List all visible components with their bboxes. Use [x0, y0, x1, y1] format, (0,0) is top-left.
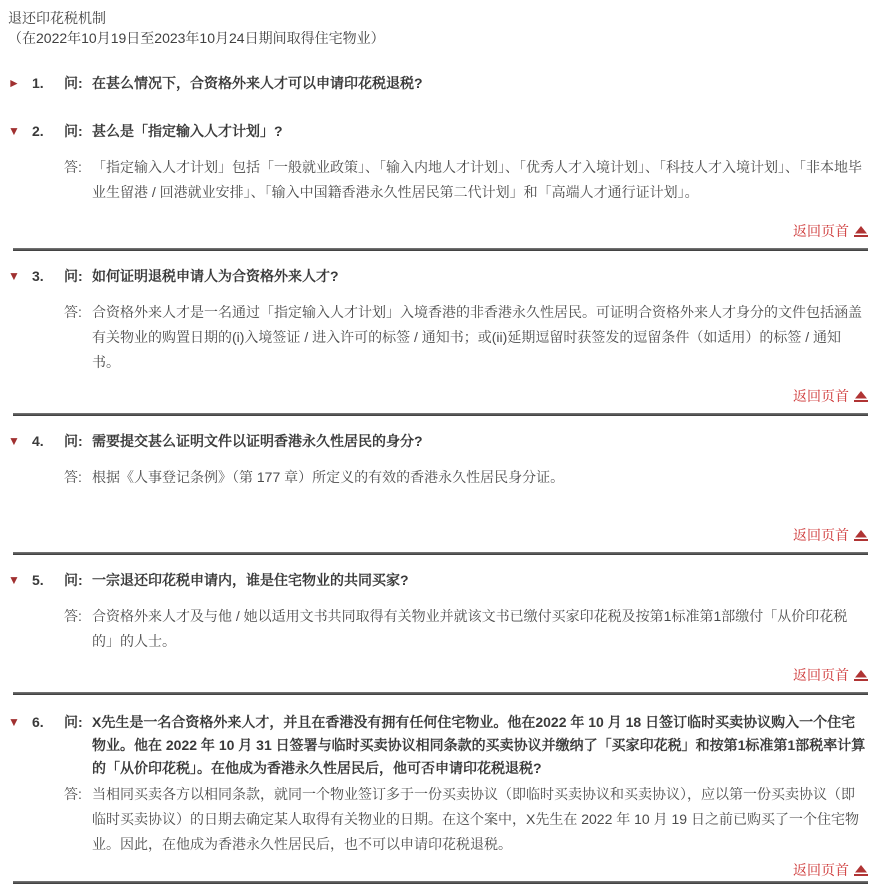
page-header — [8, 8, 868, 48]
answer-row — [8, 155, 868, 205]
page-title: 退还印花税机制 — [8, 10, 106, 26]
back-to-top-link[interactable] — [793, 861, 868, 879]
question-text[interactable]: 在甚么情况下，合资格外来人才可以申请印花税退税? — [92, 75, 423, 91]
answer-label: 答: — [64, 304, 82, 320]
answer-label: 答: — [64, 608, 82, 624]
faq-item-5 — [8, 569, 868, 695]
section-divider — [13, 248, 868, 251]
page-subtitle: （在2022年10月19日至2023年10月24日期间取得住宅物业） — [8, 30, 385, 46]
back-to-top-link[interactable] — [793, 526, 868, 544]
back-to-top-label: 返回页首 — [793, 862, 849, 878]
back-to-top-icon — [854, 670, 868, 681]
answer-text: 合资格外来人才是一名通过「指定输入人才计划」入境香港的非香港永久性居民。可证明合资格外来人才身分的文件包括涵盖有关物业的购置日期的(i)入境签证 / 进入许可的标签 / 通知书；或(ii)延期逗留时获签发的逗留条件（如适用）的标签 / 通知书。 — [92, 304, 862, 370]
section-divider — [13, 413, 868, 416]
question-label: 问: — [64, 433, 83, 449]
question-row — [8, 711, 868, 780]
question-label: 问: — [64, 75, 83, 91]
question-number: 4. — [32, 433, 44, 449]
back-to-top-label: 返回页首 — [793, 667, 849, 683]
section-divider — [13, 552, 868, 555]
question-text[interactable]: 需要提交甚么证明文件以证明香港永久性居民的身分? — [92, 433, 423, 449]
faq-item-2 — [8, 120, 868, 251]
faq-item-3 — [8, 265, 868, 416]
back-to-top-link[interactable] — [793, 222, 868, 240]
question-row — [8, 569, 868, 592]
answer-label: 答: — [64, 469, 82, 485]
question-row — [8, 430, 868, 453]
answer-text: 「指定输入人才计划」包括「一般就业政策」、「输入内地人才计划」、「优秀人才入境计划」、「科技人才入境计划」、「非本地毕业生留港 / 回港就业安排」、「输入中国籍香港永久性居民第二代计划」和「高端人才通行证计划」。 — [92, 159, 862, 200]
back-to-top-label: 返回页首 — [793, 223, 849, 239]
question-number: 6. — [32, 714, 44, 730]
section-divider — [13, 692, 868, 695]
faq-item-1 — [8, 72, 868, 95]
back-to-top-label: 返回页首 — [793, 527, 849, 543]
back-to-top-row — [8, 861, 868, 879]
answer-label: 答: — [64, 159, 82, 175]
answer-row — [8, 465, 868, 490]
answer-row — [8, 604, 868, 654]
question-label: 问: — [64, 714, 83, 730]
back-to-top-link[interactable] — [793, 387, 868, 405]
collapse-toggle-icon[interactable]: ▼ — [8, 434, 20, 448]
back-to-top-label: 返回页首 — [793, 388, 849, 404]
expand-toggle-icon[interactable]: ► — [8, 76, 20, 90]
back-to-top-row — [8, 222, 868, 240]
question-text[interactable]: 甚么是「指定输入人才计划」? — [92, 123, 283, 139]
question-number: 3. — [32, 268, 44, 284]
answer-text: 根据《人事登记条例》（第 177 章）所定义的有效的香港永久性居民身分证。 — [92, 469, 565, 485]
question-row — [8, 265, 868, 288]
faq-item-6 — [8, 711, 868, 884]
back-to-top-link[interactable] — [793, 666, 868, 684]
back-to-top-row — [8, 387, 868, 405]
question-text[interactable]: 一宗退还印花税申请内，谁是住宅物业的共同买家? — [92, 572, 409, 588]
answer-text: 合资格外来人才及与他 / 她以适用文书共同取得有关物业并就该文书已缴付买家印花税及按第1标准第1部缴付「从价印花税的」的人士。 — [92, 608, 848, 649]
collapse-toggle-icon[interactable]: ▼ — [8, 269, 20, 283]
back-to-top-icon — [854, 530, 868, 541]
question-number: 2. — [32, 123, 44, 139]
question-label: 问: — [64, 268, 83, 284]
question-number: 1. — [32, 75, 44, 91]
question-text[interactable]: 如何证明退税申请人为合资格外来人才? — [92, 268, 339, 284]
back-to-top-icon — [854, 391, 868, 402]
collapse-toggle-icon[interactable]: ▼ — [8, 124, 20, 138]
collapse-toggle-icon[interactable]: ▼ — [8, 573, 20, 587]
answer-row — [8, 300, 868, 375]
back-to-top-icon — [854, 226, 868, 237]
back-to-top-row — [8, 666, 868, 684]
back-to-top-icon — [854, 865, 868, 876]
answer-text: 当相同买卖各方以相同条款，就同一个物业签订多于一份买卖协议（即临时买卖协议和买卖协议），应以第一份买卖协议（即临时买卖协议）的日期去确定某人取得有关物业的日期。在这个案中，X先生在 2022 年 10 月 19 日之前已购买了一个住宅物业。因此，在他成为香港永久性居民后，也不可以申请印花税退税。 — [92, 786, 859, 852]
question-row — [8, 72, 868, 95]
collapse-toggle-icon[interactable]: ▼ — [8, 715, 20, 729]
question-row — [8, 120, 868, 143]
question-text[interactable]: X先生是一名合资格外来人才，并且在香港没有拥有任何住宅物业。他在2022 年 10 月 18 日签订临时买卖协议购入一个住宅物业。他在 2022 年 10 月 31 日签署与临时买卖协议相同条款的买卖协议并缴纳了「买家印花税」和按第1标准第1部税率计算的「从价印花税」。在他成为香港永久性居民后，他可否申请印花税退税? — [92, 714, 866, 776]
question-label: 问: — [64, 123, 83, 139]
answer-row — [8, 782, 868, 857]
answer-label: 答: — [64, 786, 82, 802]
question-number: 5. — [32, 572, 44, 588]
back-to-top-row — [8, 526, 868, 544]
question-label: 问: — [64, 572, 83, 588]
faq-item-4 — [8, 430, 868, 555]
